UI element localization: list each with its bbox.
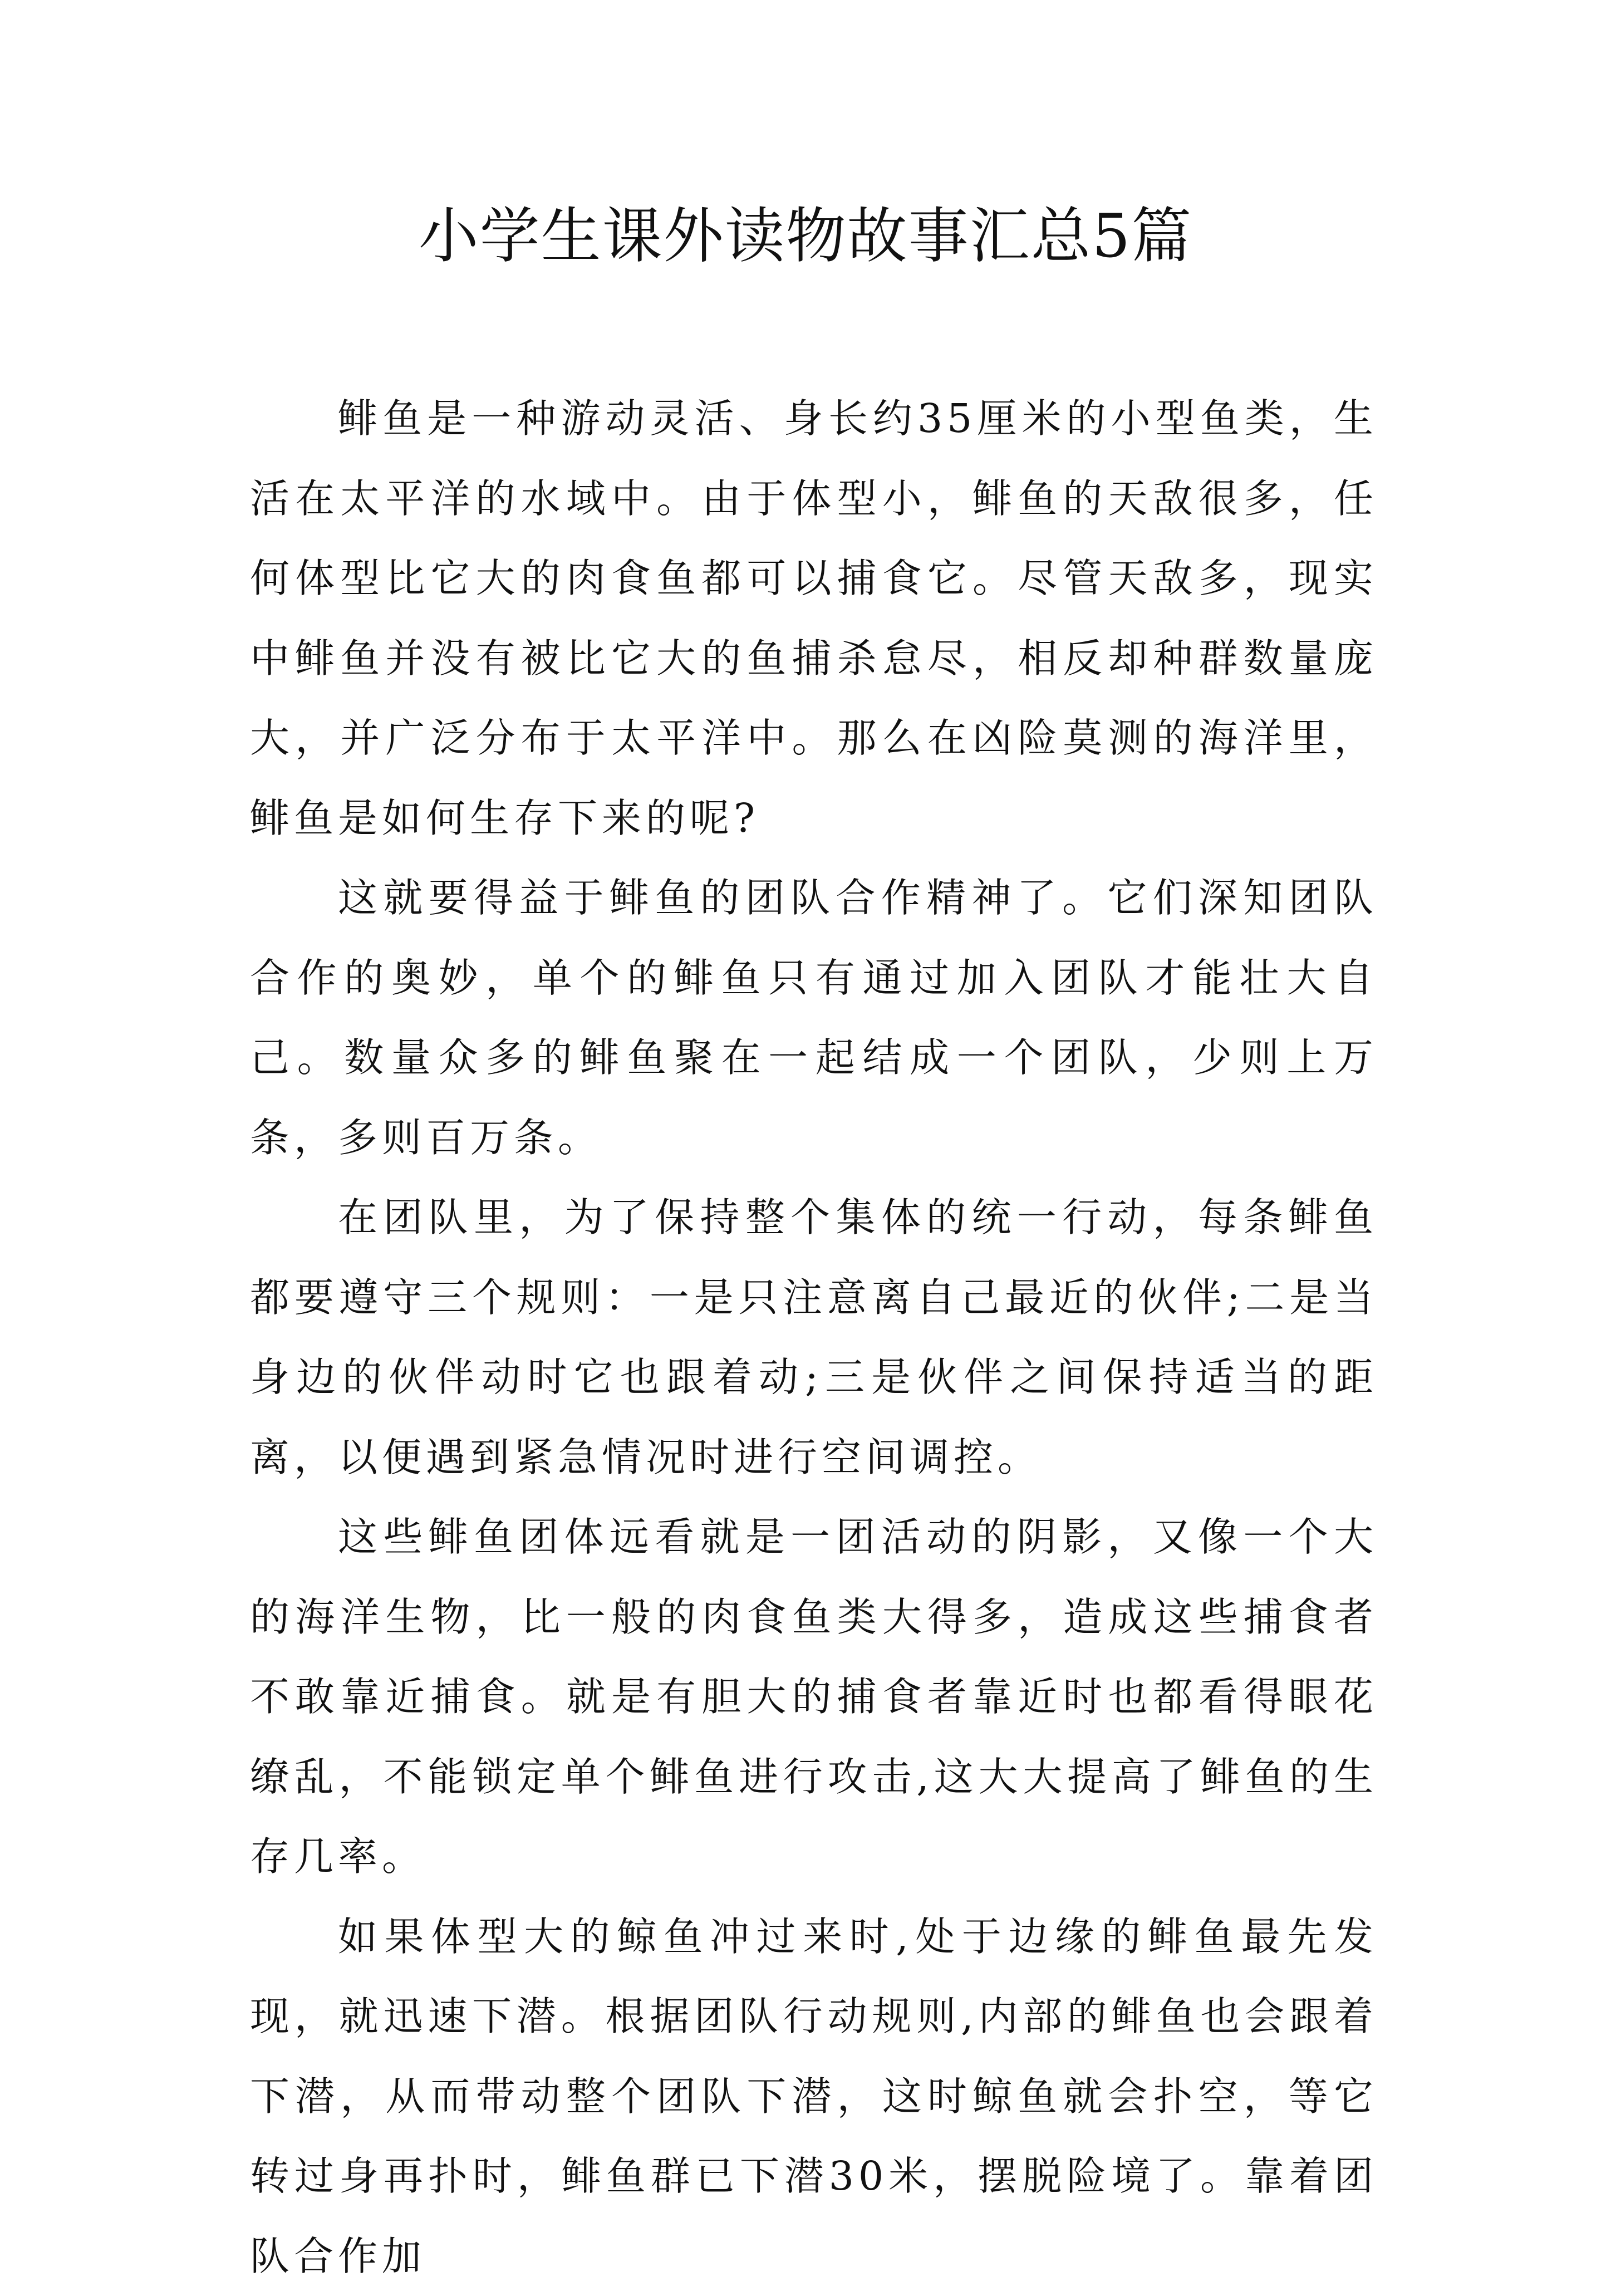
paragraph-5: 如果体型大的鲸鱼冲过来时,处于边缘的鲱鱼最先发现，就迅速下潜。根据团队行动规则,内部的鲱鱼也会跟着下潜，从而带动整个团队下潜，这时鲸鱼就会扑空，等它转过身再扑时，鲱鱼群已下潜30米，摆脱险境了。靠着团队合作加 <box>250 1897 1378 2296</box>
paragraph-2: 这就要得益于鲱鱼的团队合作精神了。它们深知团队合作的奥妙，单个的鲱鱼只有通过加入团队才能壮大自己。数量众多的鲱鱼聚在一起结成一个团队，少则上万条，多则百万条。 <box>250 858 1378 1178</box>
document-title: 小学生课外读物故事汇总5篇 <box>0 198 1611 276</box>
document-body <box>250 379 1378 2296</box>
paragraph-4: 这些鲱鱼团体远看就是一团活动的阴影，又像一个大的海洋生物，比一般的肉食鱼类大得多，造成这些捕食者不敢靠近捕食。就是有胆大的捕食者靠近时也都看得眼花缭乱，不能锁定单个鲱鱼进行攻击,这大大提高了鲱鱼的生存几率。 <box>250 1497 1378 1897</box>
paragraph-3: 在团队里，为了保持整个集体的统一行动，每条鲱鱼都要遵守三个规则：一是只注意离自己最近的伙伴;二是当身边的伙伴动时它也跟着动;三是伙伴之间保持适当的距离，以便遇到紧急情况时进行空间调控。 <box>250 1178 1378 1497</box>
paragraph-1: 鲱鱼是一种游动灵活、身长约35厘米的小型鱼类，生活在太平洋的水域中。由于体型小，鲱鱼的天敌很多，任何体型比它大的肉食鱼都可以捕食它。尽管天敌多，现实中鲱鱼并没有被比它大的鱼捕杀怠尽，相反却种群数量庞大，并广泛分布于太平洋中。那么在凶险莫测的海洋里，鲱鱼是如何生存下来的呢? <box>250 379 1378 858</box>
